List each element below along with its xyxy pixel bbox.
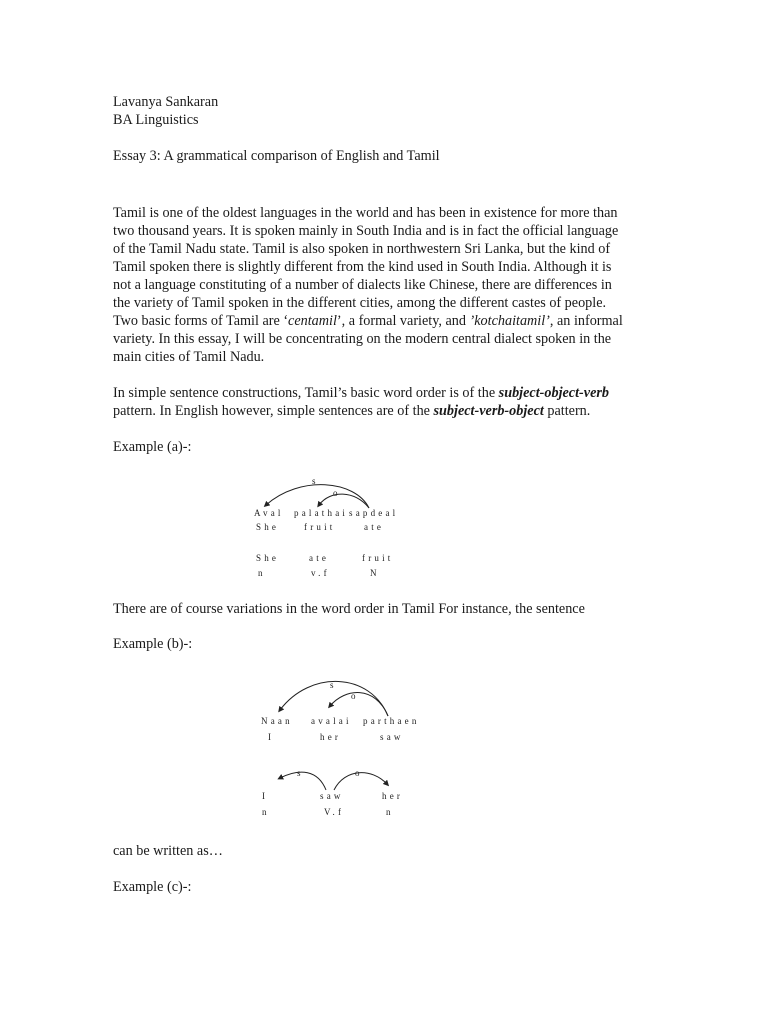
english-tag: n <box>258 568 266 578</box>
intro-line: variety. In this essay, I will be concentrating on the modern central dialect spoken in the <box>113 331 612 347</box>
intro-line: Two basic forms of Tamil are ‘centamil’, a formal variety, and ’kotchaitamil’, an informal <box>113 313 623 329</box>
term-centamil: centamil <box>288 313 337 329</box>
rewrite-sentence: can be written as… <box>113 843 223 859</box>
author-name: Lavanya Sankaran <box>113 94 219 110</box>
term-kotchaitamil: ’kotchaitamil’ <box>469 313 550 329</box>
essay-title: Essay 3: A grammatical comparison of English and Tamil <box>113 148 440 164</box>
english-tag: v.f <box>311 568 330 578</box>
document-body <box>113 93 658 456</box>
gloss-word: ate <box>364 522 385 532</box>
example-a-label: Example (a)-: <box>113 439 192 455</box>
arc-label-o: o <box>351 691 359 701</box>
gloss-word: saw <box>380 732 404 742</box>
tamil-word: sapdeal <box>349 508 399 518</box>
arc-subject-lower <box>280 772 326 790</box>
example-b-label: Example (b)-: <box>113 636 193 652</box>
arc-object <box>319 494 369 508</box>
english-tag: N <box>370 568 380 578</box>
example-c-label: Example (c)-: <box>113 879 192 895</box>
gloss-word: She <box>256 522 280 532</box>
arc-label-s: s <box>330 680 337 690</box>
intro-line: main cities of Tamil Nadu. <box>113 349 265 365</box>
english-tag: n <box>386 807 394 817</box>
intro-line: Tamil is one of the oldest languages in the world and has been in existence for more than <box>113 205 618 221</box>
intro-line: two thousand years. It is spoken mainly in South India and is in fact the official language <box>113 223 619 239</box>
gloss-word: I <box>268 732 275 742</box>
intro-paragraph <box>113 204 658 366</box>
english-word: her <box>382 791 404 801</box>
intro-line: Tamil spoken there is slightly different from the kind used in South India. Although it is <box>113 259 612 275</box>
tamil-word: Aval <box>254 508 284 518</box>
tamil-word: avalai <box>311 716 352 726</box>
english-tag: n <box>262 807 270 817</box>
english-word: saw <box>320 791 344 801</box>
term-sov: subject-object-verb <box>498 385 609 401</box>
tamil-word: palathai <box>294 508 349 518</box>
gloss-word: fruit <box>304 522 336 532</box>
intro-line: the variety of Tamil spoken in the different cities, among the different castes of people. <box>113 295 607 311</box>
arc-label-s: s <box>312 476 319 486</box>
english-word: She <box>256 553 280 563</box>
english-tag: V.f <box>324 807 345 817</box>
english-word: I <box>262 791 269 801</box>
variation-sentence: There are of course variations in the word order in Tamil For instance, the sentence <box>113 601 585 617</box>
term-svo: subject-verb-object <box>433 403 544 419</box>
arc-label-o: o <box>333 488 341 498</box>
tamil-word: Naan <box>261 716 293 726</box>
word-order-paragraph: In simple sentence constructions, Tamil’s basic word order is of the subject-object-verb pattern. In English however, simple sentences are of the subject-verb-object pattern. <box>113 385 609 419</box>
intro-line: not a language constituting of a number of dialects like Chinese, there are differences in <box>113 277 612 293</box>
english-word: fruit <box>362 553 394 563</box>
tamil-word: parthaen <box>363 716 420 726</box>
arc-object-lower <box>334 773 387 790</box>
english-word: ate <box>309 553 330 563</box>
arc-object <box>330 693 388 716</box>
arc-label-o: o <box>355 768 363 778</box>
intro-line: of the Tamil Nadu state. Tamil is also spoken in northwestern Sri Lanka, but the kind of <box>113 241 611 257</box>
arc-subject <box>280 681 388 716</box>
gloss-word: her <box>320 732 342 742</box>
degree: BA Linguistics <box>113 112 199 128</box>
arc-label-s: s <box>297 768 304 778</box>
arc-subject <box>266 485 369 508</box>
